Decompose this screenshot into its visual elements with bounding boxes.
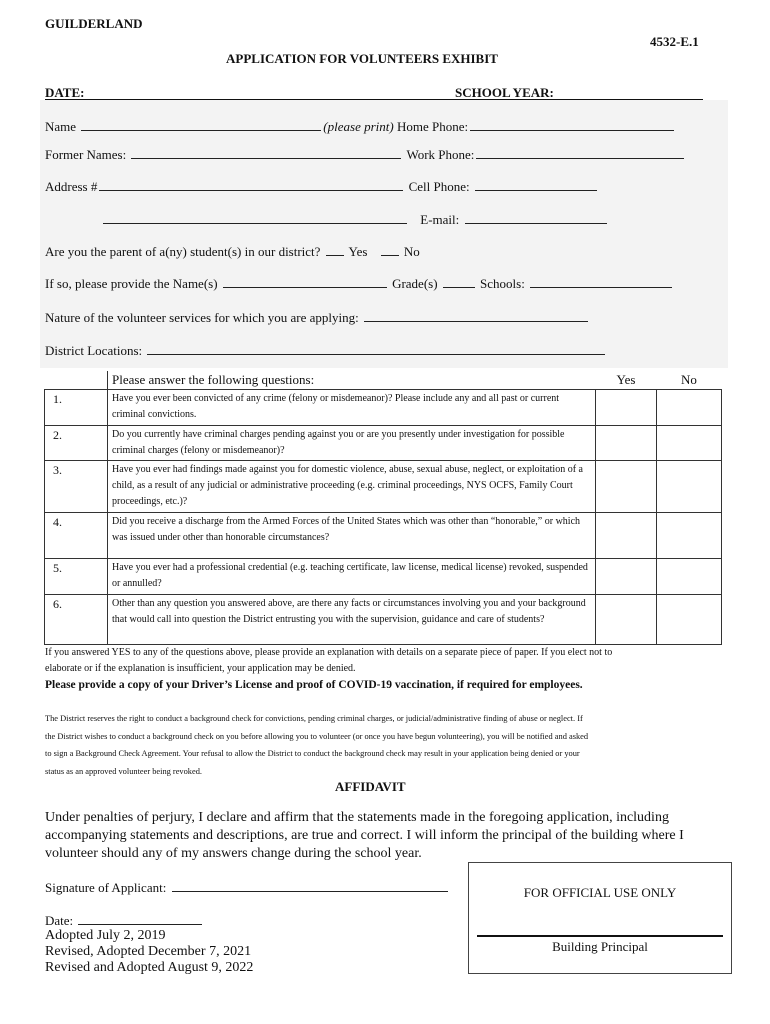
question-text: Do you currently have criminal charges pending against you or are you presently under investigation for possible criminal charges (felony or misdemeanor)? <box>108 426 596 461</box>
email-field[interactable] <box>465 211 607 224</box>
question-yes-cell[interactable] <box>596 390 657 426</box>
question-no-cell[interactable] <box>657 595 722 645</box>
background-note-line3: to sign a Background Check Agreement. Your refusal to allow the District to conduct the background check may result in your application being denied or your <box>45 749 580 758</box>
address-row <box>45 178 599 195</box>
question-yes-cell[interactable] <box>596 559 657 595</box>
home-phone-label: Home Phone: <box>396 119 469 134</box>
question-row <box>45 461 722 513</box>
work-phone-field[interactable] <box>476 146 684 159</box>
parent-question: Are you the parent of a(ny) student(s) in our district? <box>45 244 321 259</box>
question-text: Other than any question you answered above, are there any facts or circumstances involving you and your background that would call into question the District entrusting you with the supervision, guidance and care of students? <box>108 595 596 645</box>
question-no-cell[interactable] <box>657 513 722 559</box>
services-row <box>45 309 590 326</box>
grades-label: Grade(s) <box>392 276 438 291</box>
student-info-row <box>45 275 674 292</box>
questions-table <box>44 371 722 645</box>
question-no-cell[interactable] <box>657 390 722 426</box>
name-field[interactable] <box>81 118 321 131</box>
signature-date-field[interactable] <box>78 912 202 925</box>
question-row <box>45 426 722 461</box>
school-year-label: SCHOOL YEAR: <box>455 85 554 100</box>
question-text: Have you ever had findings made against you for domestic violence, abuse, sexual abuse, neglect, or exploitation of a child, as a result of any judicial or administrative proceeding (e.g. criminal proceedings, NYS OCFS, Family Court proceedings, etc.)? <box>108 461 596 513</box>
signature-date-row <box>45 912 204 929</box>
name-label: Name <box>45 119 77 134</box>
affidavit-line1: Under penalties of perjury, I declare and affirm that the statements made in the foregoing application, including <box>45 810 669 825</box>
policy-number: 4532-E.1 <box>650 34 699 49</box>
grades-field[interactable] <box>443 275 475 288</box>
services-field[interactable] <box>364 309 588 322</box>
schools-field[interactable] <box>530 275 672 288</box>
signature-date-label: Date: <box>45 913 74 928</box>
revised-date-2: Revised and Adopted August 9, 2022 <box>45 960 254 975</box>
cell-phone-field[interactable] <box>475 178 597 191</box>
address-label: Address # <box>45 179 98 194</box>
question-number: 3. <box>45 461 108 513</box>
question-number: 5. <box>45 559 108 595</box>
affidavit-line2: accompanying statements and descriptions, are true and correct. I will inform the principal of the building where I <box>45 828 684 843</box>
background-note-line2: the District wishes to conduct a background check on you before allowing you to volunteer (or once you have begun volunteering), you will be notified and asked <box>45 732 589 741</box>
question-text: Did you receive a discharge from the Armed Forces of the United States which was other than “honorable,” or which was issued under other than honorable circumstances? <box>108 513 596 559</box>
affidavit-title: AFFIDAVIT <box>335 779 406 794</box>
questions-header-blank <box>45 371 108 390</box>
applicant-info-area <box>40 100 728 368</box>
cell-phone-label: Cell Phone: <box>408 179 470 194</box>
student-names-label: If so, please provide the Name(s) <box>45 276 218 291</box>
signature-field[interactable] <box>172 879 448 892</box>
former-names-field[interactable] <box>131 146 401 159</box>
address2-row <box>101 211 609 228</box>
yes-column-header: Yes <box>616 372 636 387</box>
background-note-line1: The District reserves the right to conduct a background check for convictions, pending criminal charges, or judicial/administrative finding of abuse or neglect. If <box>45 714 583 723</box>
page-title: APPLICATION FOR VOLUNTEERS EXHIBIT <box>226 51 498 66</box>
no-column-header: No <box>681 372 697 387</box>
question-yes-cell[interactable] <box>596 426 657 461</box>
work-phone-label: Work Phone: <box>406 147 475 162</box>
explanation-note-line2: elaborate or if the explanation is insufficient, your application may be denied. <box>45 663 356 674</box>
parent-no-blank[interactable] <box>381 243 399 256</box>
services-label: Nature of the volunteer services for which you are applying: <box>45 310 359 325</box>
official-use-title: FOR OFFICIAL USE ONLY <box>523 885 677 900</box>
question-text: Have you ever been convicted of any crime (felony or misdemeanor)? Please include any and all past or current criminal convictions. <box>108 390 596 426</box>
name-row <box>45 118 676 135</box>
questions-header-row <box>45 371 722 390</box>
question-text: Have you ever had a professional credential (e.g. teaching certificate, law license, medical license) revoked, suspended or annulled? <box>108 559 596 595</box>
locations-row <box>45 342 607 359</box>
student-names-field[interactable] <box>223 275 387 288</box>
locations-label: District Locations: <box>45 343 143 358</box>
question-row <box>45 390 722 426</box>
question-no-cell[interactable] <box>657 559 722 595</box>
question-row <box>45 595 722 645</box>
question-yes-cell[interactable] <box>596 513 657 559</box>
address-line2-field[interactable] <box>103 211 407 224</box>
question-row <box>45 559 722 595</box>
parent-yes-blank[interactable] <box>326 243 344 256</box>
question-number: 2. <box>45 426 108 461</box>
question-yes-cell[interactable] <box>596 595 657 645</box>
address-field[interactable] <box>99 178 403 191</box>
explanation-note-line1: If you answered YES to any of the questions above, please provide an explanation with details on a separate piece of paper. If you elect not to <box>45 647 613 658</box>
locations-field[interactable] <box>147 342 605 355</box>
affidavit-line3: volunteer should any of my answers change during the school year. <box>45 846 422 861</box>
question-no-cell[interactable] <box>657 461 722 513</box>
schools-label: Schools: <box>480 276 525 291</box>
official-use-box <box>468 862 732 974</box>
home-phone-field[interactable] <box>470 118 674 131</box>
question-no-cell[interactable] <box>657 426 722 461</box>
parent-yes-label: Yes <box>348 244 368 259</box>
please-print-note: (please print) <box>323 119 394 134</box>
date-label: DATE: <box>45 85 85 100</box>
building-principal-label: Building Principal <box>552 939 648 954</box>
question-number: 1. <box>45 390 108 426</box>
revised-date-1: Revised, Adopted December 7, 2021 <box>45 944 252 959</box>
questions-header: Please answer the following questions: <box>108 371 596 390</box>
former-names-row <box>45 146 686 163</box>
question-number: 6. <box>45 595 108 645</box>
adopted-date: Adopted July 2, 2019 <box>45 928 166 943</box>
email-label: E-mail: <box>420 212 460 227</box>
principal-signature-line[interactable] <box>477 935 723 937</box>
license-notice: Please provide a copy of your Driver’s License and proof of COVID-19 vaccination, if required for employees. <box>45 679 583 691</box>
parent-no-label: No <box>403 244 420 259</box>
former-names-label: Former Names: <box>45 147 127 162</box>
parent-question-row <box>45 243 420 260</box>
district-name: GUILDERLAND <box>45 16 143 31</box>
question-row <box>45 513 722 559</box>
signature-label: Signature of Applicant: <box>45 880 167 895</box>
background-note-line4: status as an approved volunteer being revoked. <box>45 767 202 776</box>
question-number: 4. <box>45 513 108 559</box>
signature-row <box>45 879 450 896</box>
question-yes-cell[interactable] <box>596 461 657 513</box>
